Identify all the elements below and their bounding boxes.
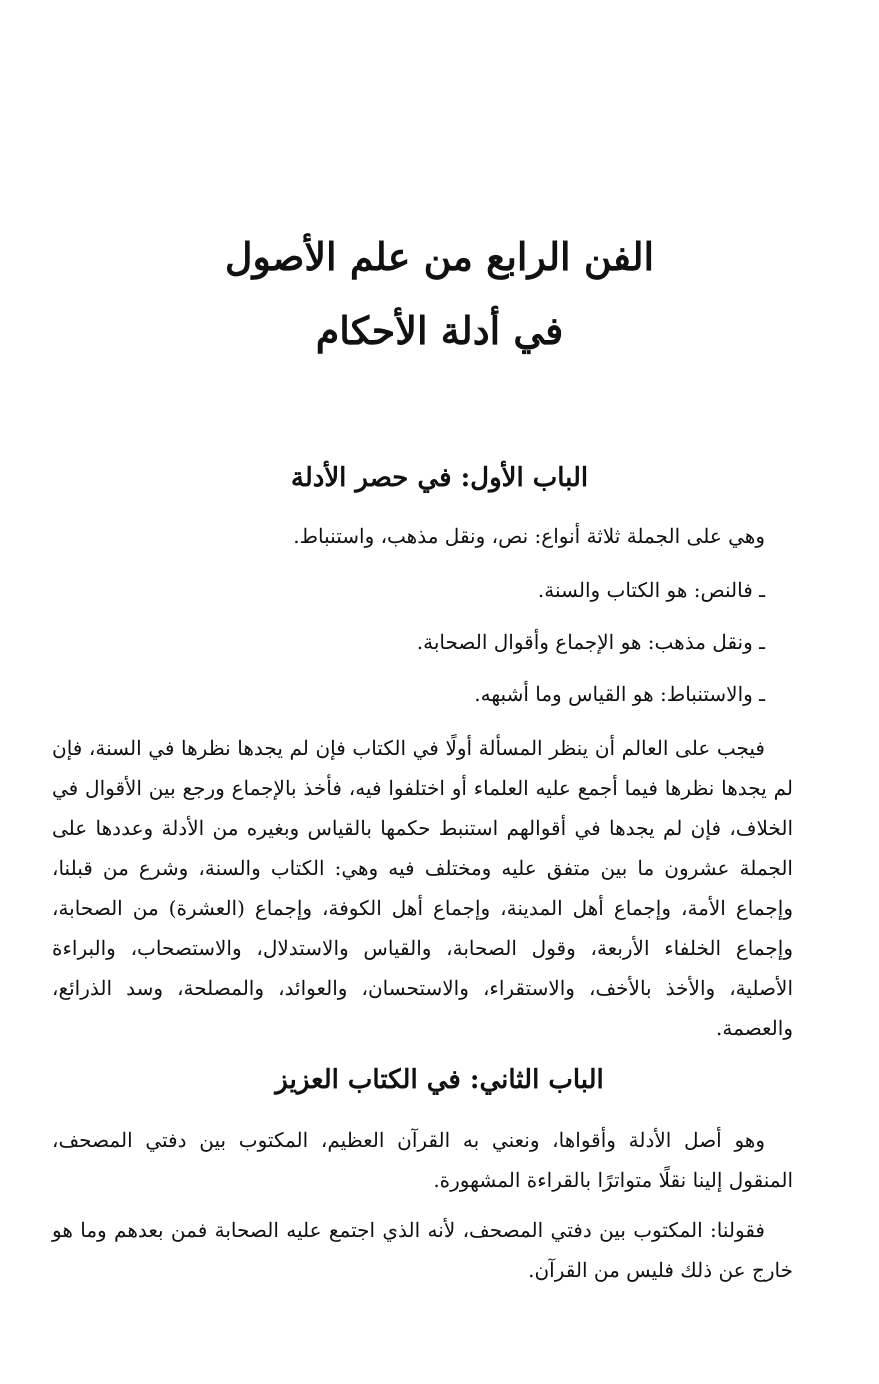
chapter-1-paragraph-text: فيجب على العالم أن ينظر المسألة أولًا في الكتاب فإن لم يجدها نظرها في السنة، فإن لم يجدها نظرها فيما أجمع عليه العلماء أو اختلفوا فيه، فأخذ بالإجماع ورجع بين الأقوال في الخلاف، فإن لم يجدها في أقوالهم استنبط حكمها بالقياس وبغيره من الأدلة وعددها على الجملة عشرون ما بين متفق عليه ومختلف فيه وهي: الكتاب والسنة، وشرع من قبلنا، وإجماع الأمة، وإجماع أهل المدينة، وإجماع أهل الكوفة، وإجماع (العشرة) من الصحابة، وإجماع الخلفاء الأربعة، وقول الصحابة، والقياس والاستدلال، والاستصحاب، والبراءة الأصلية، والأخذ بالأخف، والاستقراء، والاستحسان، والعوائد، والمصلحة، وسد الذرائع، والعصمة. xyxy=(52,736,793,1040)
chapter-1-intro: وهي على الجملة ثلاثة أنواع: نص، ونقل مذهب، واستنباط. xyxy=(293,524,765,548)
chapter-1-heading: الباب الأول: في حصر الأدلة xyxy=(290,463,589,493)
chapter-2-paragraph-1-text: وهو أصل الأدلة وأقواها، ونعني به القرآن العظيم، المكتوب بين دفتي المصحف، المنقول إلينا نقلًا متواترًا بالقراءة المشهورة. xyxy=(52,1128,793,1192)
chapter-1-paragraph xyxy=(52,728,793,1048)
list-item-naql-madhhab: ـ ونقل مذهب: هو الإجماع وأقوال الصحابة. xyxy=(416,630,765,654)
page-subtitle: في أدلة الأحكام xyxy=(315,308,564,353)
page-title: الفن الرابع من علم الأصول xyxy=(224,234,655,279)
chapter-2-paragraph-2 xyxy=(52,1210,793,1290)
chapter-2-paragraph-2-text: فقولنا: المكتوب بين دفتي المصحف، لأنه الذي اجتمع عليه الصحابة فمن بعدهم وما هو خارج عن ذلك فليس من القرآن. xyxy=(52,1218,793,1282)
chapter-2-paragraph-1 xyxy=(52,1120,793,1200)
list-item-istinbat: ـ والاستنباط: هو القياس وما أشبهه. xyxy=(474,682,765,706)
list-item-nass: ـ فالنص: هو الكتاب والسنة. xyxy=(537,578,765,602)
chapter-2-heading: الباب الثاني: في الكتاب العزيز xyxy=(275,1065,604,1095)
